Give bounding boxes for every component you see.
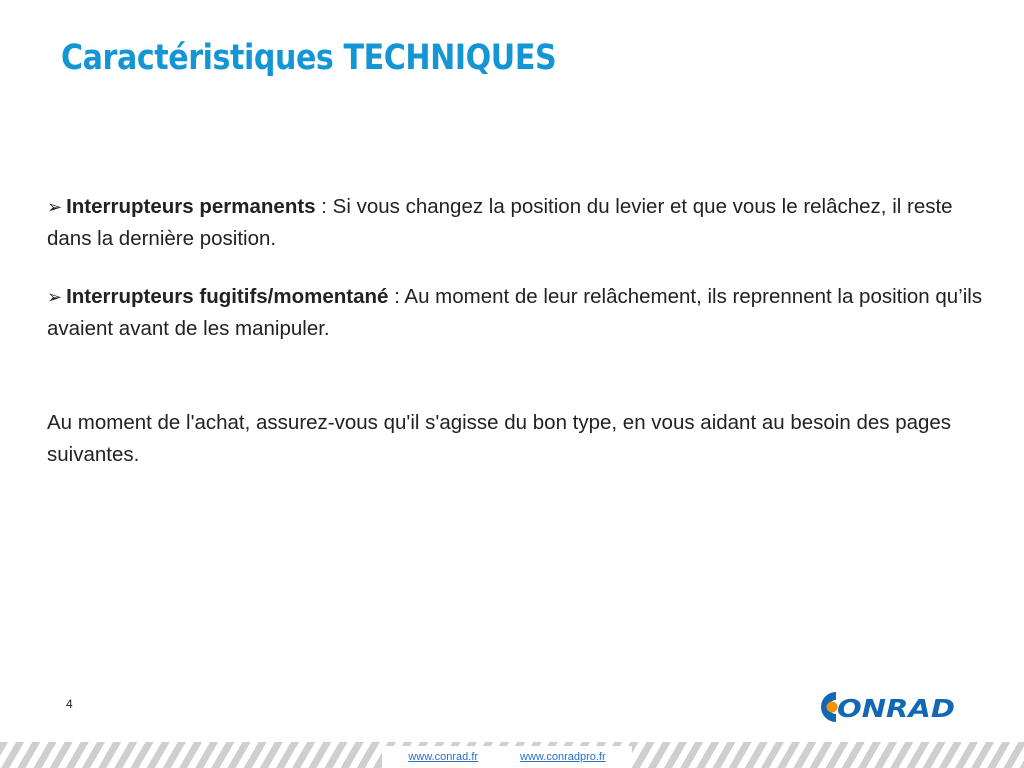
arrow-bullet-icon: ➢ (47, 197, 63, 217)
footer-links (382, 746, 632, 768)
footer-link-conrad[interactable]: www.conrad.fr (408, 751, 479, 763)
bullet-item-permanents (47, 191, 997, 255)
logo-wordmark: ONRAD (837, 694, 955, 723)
bullet-item-fugitifs (47, 281, 997, 345)
page-number: 4 (66, 697, 73, 711)
closing-paragraph: Au moment de l'achat, assurez-vous qu'il s'agisse du bon type, en vous aidant au besoin des pages suivantes. (47, 411, 952, 466)
conrad-logo (813, 686, 961, 728)
conrad-c-icon (813, 686, 961, 728)
bullet-text: : Si vous changez la position du levier et que vous le relâchez, il reste dans la dernière position. (47, 195, 953, 250)
slide-title: Caractéristiques TECHNIQUES (61, 38, 557, 78)
arrow-bullet-icon: ➢ (47, 287, 63, 307)
bullet-term: Interrupteurs permanents (66, 195, 316, 218)
footer-link-conradpro[interactable]: www.conradpro.fr (520, 751, 606, 763)
bullet-term: Interrupteurs fugitifs/momentané (66, 285, 389, 308)
bullet-text: : Au moment de leur relâchement, ils reprennent la position qu’ils avaient avant de les manipuler. (47, 285, 983, 340)
slide-content (47, 191, 997, 471)
